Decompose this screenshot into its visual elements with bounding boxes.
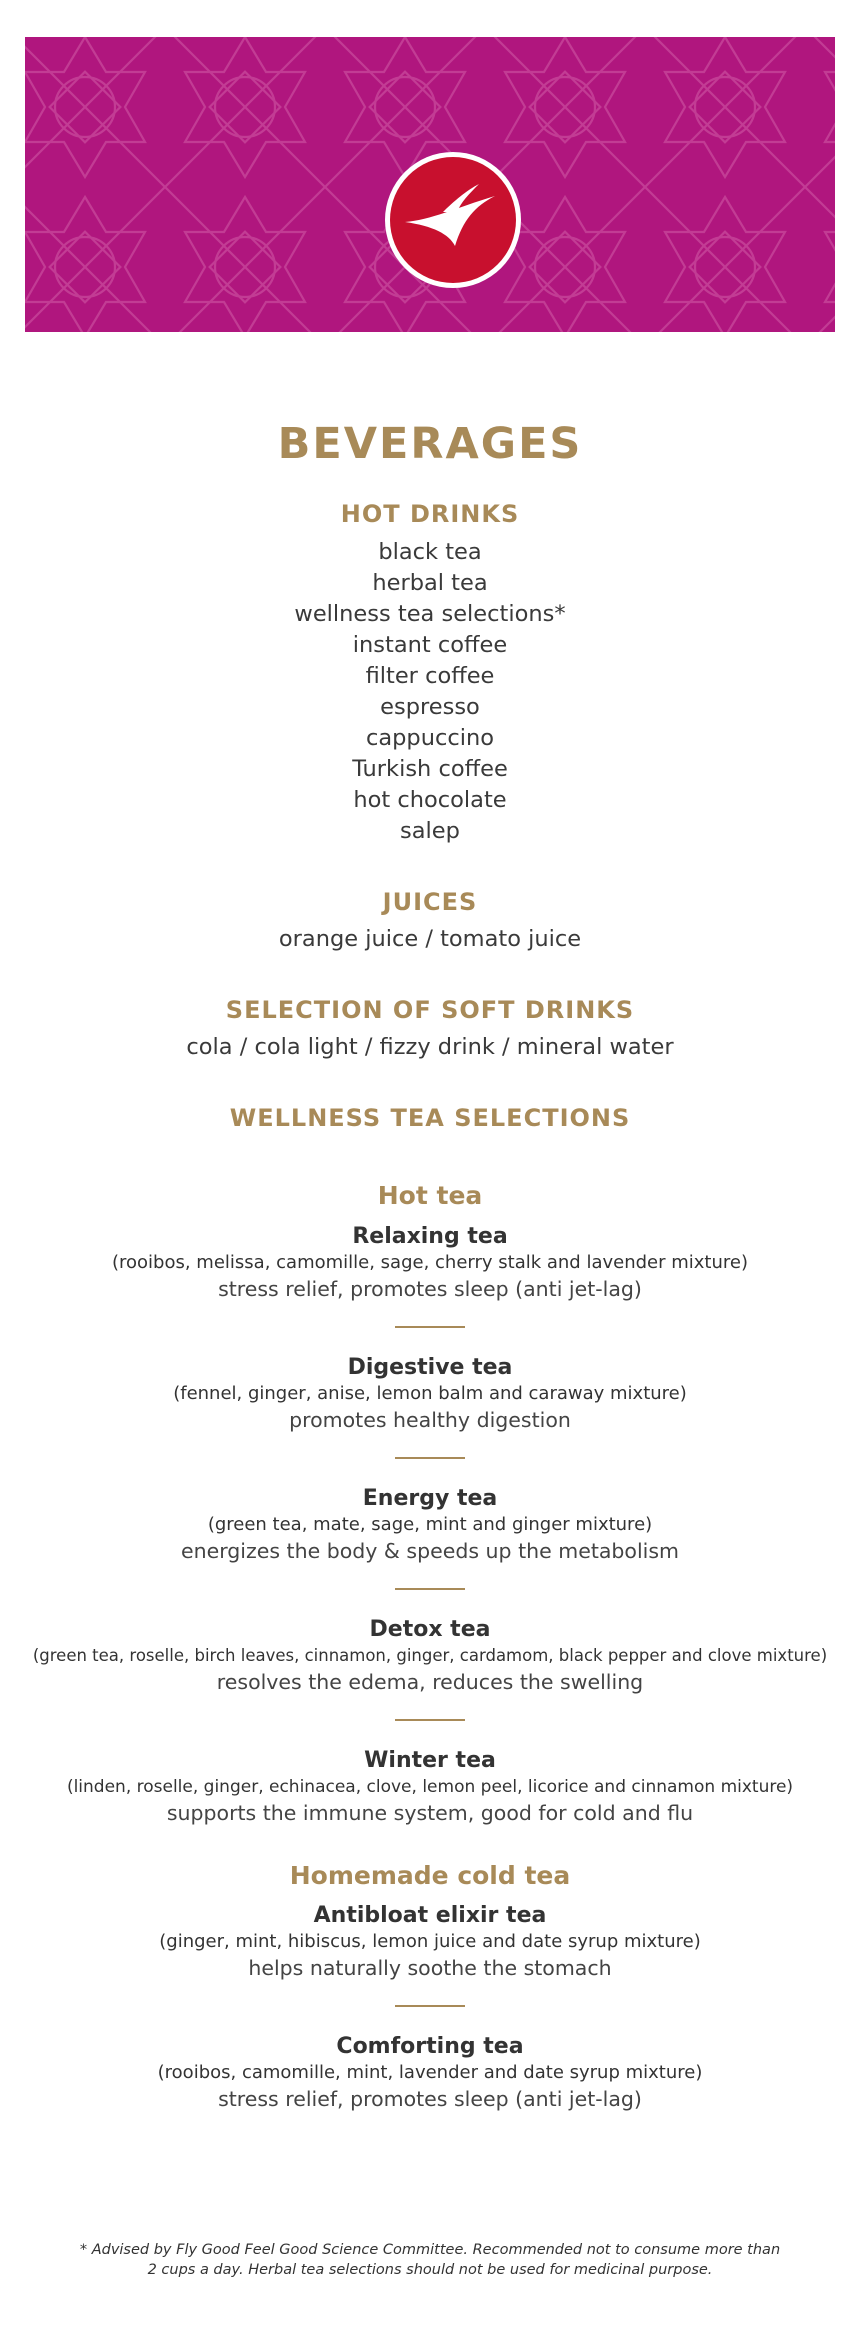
list-item: cappuccino [365, 724, 494, 751]
tea-benefit: promotes healthy digestion [289, 1407, 571, 1432]
tea-ingredients: (rooibos, camomille, mint, lavender and date syrup mixture) [157, 2062, 703, 2084]
hot-tea-heading: Hot tea [377, 1181, 483, 1211]
footnote [0, 2240, 860, 2280]
hot-drinks-list [0, 537, 860, 847]
cold-tea-heading: Homemade cold tea [289, 1860, 571, 1890]
tea-ingredients: (fennel, ginger, anise, lemon balm and caraway mixture) [173, 1382, 687, 1404]
tea-name: Digestive tea [347, 1354, 513, 1380]
footnote-line-2: 2 cups a day. Herbal tea selections should not be used for medicinal purpose. [147, 2262, 713, 2278]
hot-drinks-heading: HOT DRINKS [340, 500, 520, 529]
list-item: filter coffee [365, 662, 495, 689]
juices-text: orange juice / tomato juice [278, 925, 582, 952]
tea-entry-detox [0, 1616, 860, 1697]
divider [395, 1719, 465, 1721]
tea-entry-relaxing [0, 1223, 860, 1304]
wellness-heading: WELLNESS TEA SELECTIONS [229, 1104, 631, 1132]
footnote-line-1: * Advised by Fly Good Feel Good Science Committee. Recommended not to consume more than [79, 2242, 781, 2258]
tea-benefit: stress relief, promotes sleep (anti jet-lag) [218, 2087, 642, 2112]
list-item: salep [400, 817, 460, 844]
divider [395, 1326, 465, 1328]
list-item: hot chocolate [353, 786, 507, 813]
list-item: wellness tea selections* [294, 600, 566, 627]
tea-ingredients: (green tea, roselle, birch leaves, cinnamon, ginger, cardamom, black pepper and clove mixture) [32, 1645, 828, 1665]
menu-content [0, 420, 860, 2114]
tea-ingredients: (linden, roselle, ginger, echinacea, clove, lemon peel, licorice and cinnamon mixture) [66, 1776, 794, 1797]
tea-benefit: resolves the edema, reduces the swelling [216, 1669, 644, 1694]
tea-name: Winter tea [364, 1747, 496, 1773]
tea-entry-antibloat [0, 1902, 860, 1983]
soft-drinks-text: cola / cola light / fizzy drink / mineral water [186, 1034, 674, 1060]
header-banner [25, 37, 835, 332]
divider [395, 2005, 465, 2007]
tea-benefit: energizes the body & speeds up the metabolism [180, 1538, 680, 1563]
divider [395, 1457, 465, 1459]
list-item: Turkish coffee [352, 755, 508, 782]
tea-entry-energy [0, 1485, 860, 1566]
tea-name: Antibloat elixir tea [313, 1903, 547, 1929]
tea-name: Detox tea [369, 1616, 491, 1642]
tea-ingredients: (ginger, mint, hibiscus, lemon juice and date syrup mixture) [159, 1931, 701, 1953]
list-item: instant coffee [352, 631, 508, 658]
page-title: BEVERAGES [277, 419, 583, 469]
tea-name: Comforting tea [336, 2034, 524, 2060]
list-item: herbal tea [372, 569, 488, 596]
soft-drinks-heading: SELECTION OF SOFT DRINKS [225, 995, 635, 1024]
juices-heading: JUICES [382, 887, 478, 916]
list-item: black tea [378, 538, 482, 565]
tea-benefit: helps naturally soothe the stomach [248, 1956, 612, 1981]
tea-name: Energy tea [362, 1485, 498, 1511]
tea-entry-digestive [0, 1354, 860, 1435]
tea-benefit: stress relief, promotes sleep (anti jet-lag) [218, 1276, 642, 1301]
divider [395, 1588, 465, 1590]
list-item: espresso [380, 693, 480, 720]
tea-benefit: supports the immune system, good for cold and flu [166, 1800, 694, 1825]
tea-entry-winter [0, 1747, 860, 1828]
tea-entry-comforting [0, 2033, 860, 2114]
tea-ingredients: (rooibos, melissa, camomille, sage, cherry stalk and lavender mixture) [111, 1251, 748, 1273]
tea-name: Relaxing tea [352, 1223, 508, 1249]
airline-logo-icon [383, 150, 523, 290]
tea-ingredients: (green tea, mate, sage, mint and ginger mixture) [207, 1513, 653, 1535]
